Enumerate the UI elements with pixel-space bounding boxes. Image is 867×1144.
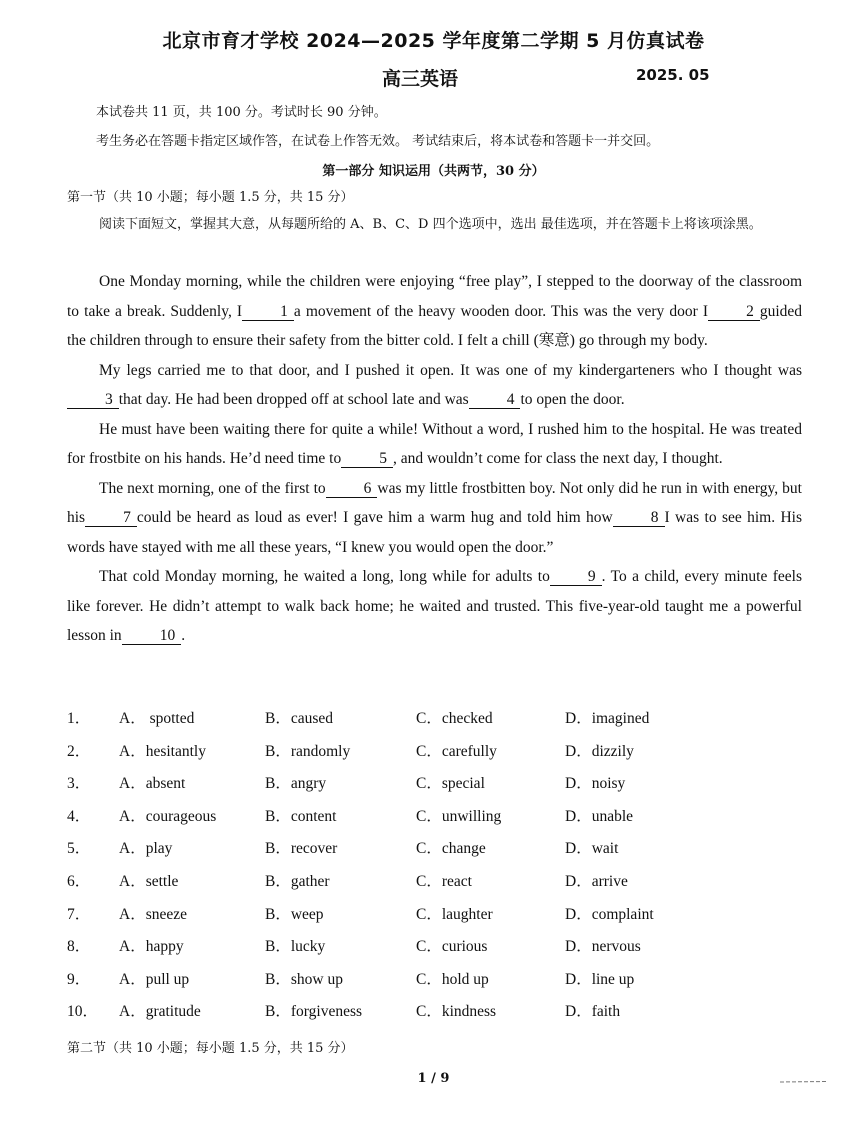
question-number: 1． — [67, 710, 91, 727]
cloze-passage — [67, 267, 802, 651]
option-d: D．wait — [565, 840, 619, 858]
passage-paragraph — [67, 356, 802, 415]
question-number: 4． — [67, 807, 91, 825]
option-a: A．gratitude — [119, 1003, 201, 1021]
passage-text: could be heard as loud as ever! I gave him a warm hug and told him how — [136, 509, 613, 526]
option-c: C．curious — [416, 938, 488, 956]
option-a: A．absent — [119, 775, 186, 793]
blank-9: 9 — [550, 569, 602, 586]
section-one-title: 第一节（共 10 小题；每小题 1.5 分，共 15 分） — [67, 190, 354, 205]
option-b: B．lucky — [265, 938, 326, 956]
page-number: 1 / 9 — [417, 1071, 450, 1086]
part-one-title: 第一部分 知识运用（共两节，30 分） — [322, 164, 545, 179]
passage-text: The next morning, one of the first to — [99, 479, 326, 497]
passage-text: That cold Monday morning, he waited a long, long while for adults to — [99, 568, 550, 585]
blank-6: 6 — [326, 481, 378, 498]
option-b: B．forgiveness — [265, 1003, 363, 1021]
option-b: B．recover — [265, 840, 338, 858]
section-two-title: 第二节（共 10 小题；每小题 1.5 分，共 15 分） — [67, 1041, 354, 1056]
blank-2: 2 — [708, 304, 760, 321]
option-c: C．laughter — [416, 905, 493, 923]
option-c: C．unwilling — [416, 807, 502, 825]
option-d: D．arrive — [565, 872, 628, 890]
option-a: A．sneeze — [119, 905, 187, 923]
passage-text: One Monday morning, while the children were enjoying “free play”, I stepped to the doorway of the classroom to take a break. Suddenly, I — [67, 273, 802, 320]
blank-7: 7 — [85, 510, 137, 527]
option-c: C．checked — [416, 710, 493, 727]
option-d: D．dizzily — [565, 742, 634, 760]
option-c: C．react — [416, 872, 472, 890]
option-b: B．caused — [265, 710, 334, 727]
exam-note-length: 本试卷共 11 页，共 100 分。考试时长 90 分钟。 — [96, 105, 387, 120]
option-d: D．imagined — [565, 710, 650, 727]
question-number: 3． — [67, 775, 91, 793]
exam-subject: 高三英语 — [382, 68, 459, 90]
blank-10: 10 — [122, 628, 182, 645]
passage-paragraph — [67, 474, 802, 563]
blank-1: 1 — [242, 304, 294, 321]
passage-text: was my little frostbitten boy. Not only did he run in with energy, but his — [67, 479, 802, 526]
option-a: A．play — [119, 840, 173, 858]
option-b: B．weep — [265, 905, 324, 923]
passage-text: He must have been waiting there for quite a while! Without a word, I rushed him to the hospital. He was treated for frostbite on his hands. He’d need time to — [67, 420, 802, 467]
passage-paragraph — [67, 562, 802, 651]
option-d: D．faith — [565, 1003, 621, 1021]
option-a: A． spotted — [119, 710, 195, 727]
question-number: 7． — [67, 905, 91, 923]
exam-date: 2025. 05 — [636, 66, 710, 84]
passage-text: . — [181, 627, 186, 644]
option-b: B．content — [265, 807, 337, 825]
option-b: B．show up — [265, 970, 343, 988]
passage-text: I was to see him. His words have stayed with me all these years, “I knew you would open the door.” — [67, 509, 802, 556]
option-d: D．unable — [565, 807, 634, 825]
scan-artifact-mark — [780, 1081, 826, 1083]
exam-note-instructions: 考生务必在答题卡指定区域作答，在试卷上作答无效。 考试结束后，将本试卷和答题卡一并交回。 — [96, 134, 660, 149]
option-a: A．settle — [119, 872, 179, 890]
question-number: 2． — [67, 742, 91, 760]
question-number: 8． — [67, 938, 91, 956]
option-c: C．hold up — [416, 970, 489, 988]
option-c: C．change — [416, 840, 486, 858]
blank-5: 5 — [341, 451, 393, 468]
option-d: D．line up — [565, 970, 635, 988]
blank-8: 8 — [613, 510, 665, 527]
passage-text: . To a child, every minute feels like forever. He didn’t attempt to walk back home; he waited and trusted. This five-year-old taught me a powerful lesson in — [67, 568, 802, 644]
option-a: A．happy — [119, 938, 184, 956]
blank-3: 3 — [67, 392, 119, 409]
blank-4: 4 — [469, 392, 521, 409]
option-b: B．gather — [265, 872, 330, 890]
option-c: C．kindness — [416, 1003, 497, 1021]
question-number: 6． — [67, 872, 91, 890]
passage-paragraph — [67, 415, 802, 474]
section-instruction: 阅读下面短文，掌握其大意，从每题所给的 A、B、C、D 四个选项中，选出 最佳选项，并在答题卡上将该项涂黑。 — [99, 217, 762, 232]
passage-text: to open the door. — [520, 391, 625, 408]
exam-title: 北京市育才学校 2024—2025 学年度第二学期 5 月仿真试卷 — [162, 30, 705, 52]
passage-text: that day. He had been dropped off at school late and was — [118, 391, 469, 408]
question-number: 9． — [67, 970, 91, 988]
passage-text: guided the children through to ensure their safety from the bitter cold. I felt a chill (寒意) go through my body. — [67, 302, 802, 349]
option-a: A．pull up — [119, 970, 190, 988]
passage-text: a movement of the heavy wooden door. This was the very door I — [293, 302, 709, 320]
option-a: A．courageous — [119, 807, 217, 825]
passage-text: , and wouldn’t come for class the next day, I thought. — [392, 450, 723, 467]
passage-text: My legs carried me to that door, and I pushed it open. It was one of my kindergarteners who I thought was — [99, 361, 802, 379]
option-b: B．angry — [265, 775, 327, 793]
passage-paragraph — [67, 267, 802, 356]
option-c: C．carefully — [416, 742, 497, 760]
option-b: B．randomly — [265, 742, 351, 760]
option-d: D．nervous — [565, 938, 641, 956]
question-number: 10． — [67, 1003, 99, 1021]
option-d: D．complaint — [565, 905, 654, 923]
option-c: C．special — [416, 775, 485, 793]
option-d: D．noisy — [565, 775, 626, 793]
question-number: 5． — [67, 840, 91, 858]
option-a: A．hesitantly — [119, 742, 206, 760]
